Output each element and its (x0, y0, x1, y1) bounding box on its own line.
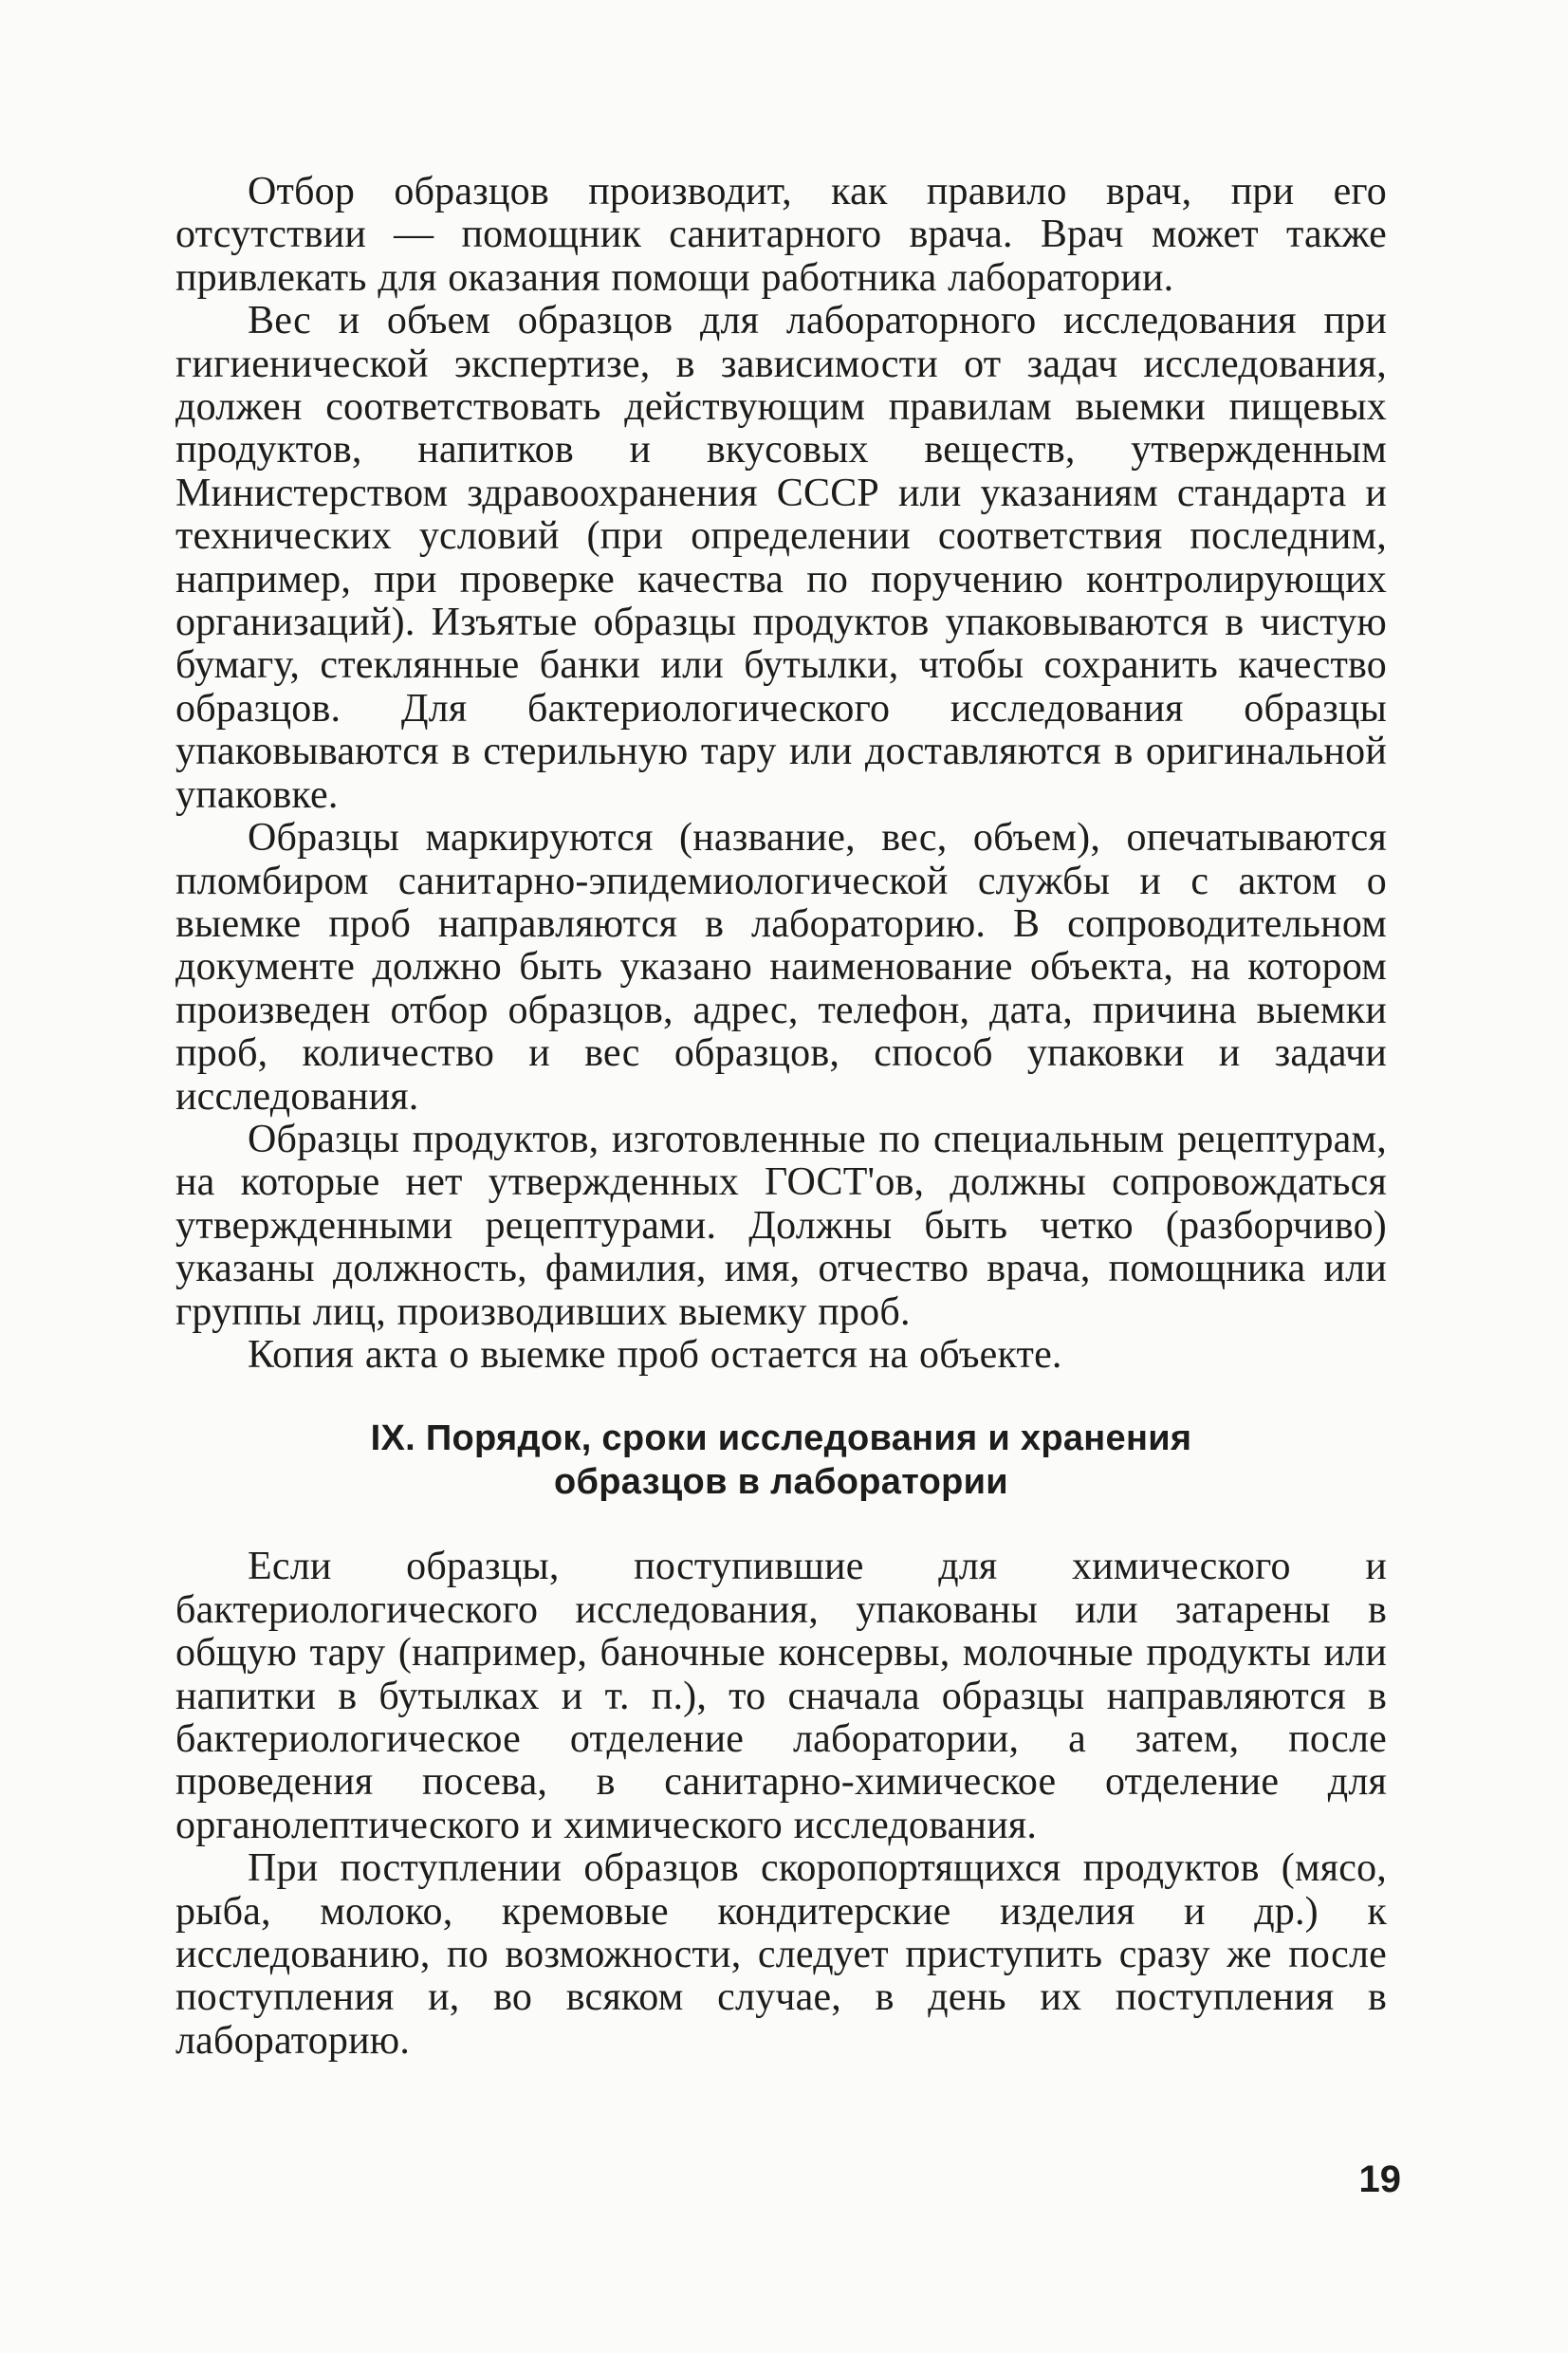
paragraph-lab-routing: Если образцы, поступившие для химического и бактериологического исследования, упакованы или затарены в общую тару (например, баночные консервы, молочные продукты или напитки в бутылках и т. п.), то сначала образцы направляются в бактериологическое отделение лаборатории, а затем, после проведения посева, в санитарно-химическое отделение для органолептического и химического исследования. (175, 1545, 1387, 1847)
body-text (175, 171, 1387, 2063)
paragraph-sample-marking: Образцы маркируются (название, вес, объем), опечатываются пломбиром санитарно-эпидемиологической службы и с актом о выемке проб направляются в лабораторию. В сопроводительном документе должно быть указано наименование объекта, на котором произведен отбор образцов, адрес, телефон, дата, причина выемки проб, количество и вес образцов, способ упаковки и задачи исследования. (175, 816, 1387, 1119)
page-number: 19 (1358, 2158, 1401, 2200)
section-heading (175, 1417, 1387, 1504)
paragraph-perishable-products: При поступлении образцов скоропортящихся продуктов (мясо, рыба, молоко, кремовые кондитерские изделия и др.) к исследованию, по возможности, следует приступить сразу же после поступления и, во всяком случае, в день их поступления в лабораторию. (175, 1846, 1387, 2063)
paragraph-sample-weight-volume: Вес и объем образцов для лабораторного исследования при гигиенической экспертизе, в зависимости от задач исследования, должен соответствовать действующим правилам выемки пищевых продуктов, напитков и вкусовых веществ, утвержденным Министерством здравоохранения СССР или указаниям стандарта и технических условий (при определении соответствия последним, например, при проверке качества по поручению контролирующих организаций). Изъятые образцы продуктов упаковываются в чистую бумагу, стеклянные банки или бутылки, чтобы сохранить качество образцов. Для бактериологического исследования образцы упаковываются в стерильную тару или доставляются в оригинальной упаковке. (175, 299, 1387, 817)
paragraph-act-copy: Копия акта о выемке проб остается на объекте. (248, 1332, 1062, 1377)
section-heading-line-1: IX. Порядок, сроки исследования и хранения (370, 1418, 1192, 1459)
paragraph-special-recipes: Образцы продуктов, изготовленные по специальным рецептурам, на которые нет утвержденных ГОСТ'ов, должны сопровождаться утвержденными рецептурами. Должны быть четко (разборчиво) указаны должность, фамилия, имя, отчество врача, помощника или группы лиц, производивших выемку проб. (175, 1117, 1387, 1334)
section-heading-line-2: образцов в лаборатории (554, 1462, 1008, 1503)
paragraph-sampling-responsibility: Отбор образцов производит, как правило врач, при его отсутствии — помощник санитарного врача. Врач может также привлекать для оказания помощи работника лаборатории. (175, 170, 1387, 300)
document-page (175, 171, 1387, 2287)
